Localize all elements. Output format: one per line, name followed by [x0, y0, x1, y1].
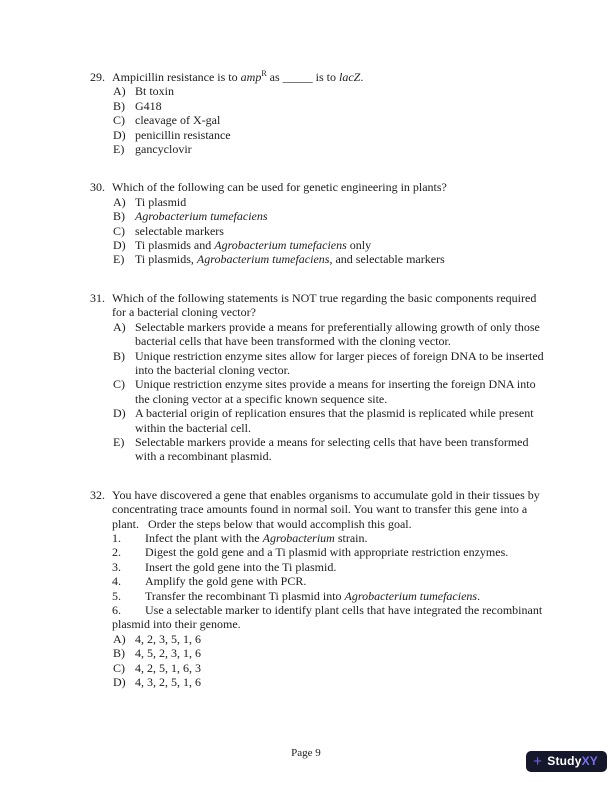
option-letter: E) [113, 252, 125, 267]
answer-option [112, 209, 548, 223]
question-stem [90, 69, 548, 84]
text-segment: Unique restriction enzyme sites allow for larger pieces of foreign DNA to be inserted into the bacterial cloning vector. [135, 348, 547, 377]
option-text [135, 209, 268, 223]
option-text [135, 113, 220, 127]
option-letter: C) [113, 223, 125, 238]
answer-option [112, 84, 548, 98]
answer-option [112, 238, 548, 252]
question-stem [90, 290, 548, 320]
option-letter: A) [113, 631, 126, 646]
step-text [145, 531, 368, 545]
question-number: 30. [90, 180, 105, 195]
text-segment: 4, 2, 3, 5, 1, 6 [135, 631, 201, 646]
question-number: 31. [90, 290, 105, 305]
questions [90, 70, 548, 713]
text-segment: is to [312, 70, 340, 84]
answer-option [112, 320, 548, 349]
text-segment: Digest the gold gene and a Ti plasmid with appropriate restriction enzymes. [145, 545, 509, 560]
text-segment: lacZ [339, 70, 361, 84]
option-text [135, 84, 174, 98]
step-number: 1. [112, 530, 121, 545]
option-letter: B) [113, 646, 125, 661]
option-text [135, 224, 224, 238]
option-text [135, 142, 192, 156]
step-text [145, 574, 306, 588]
question-number: 32. [90, 487, 105, 502]
text-segment: Amplify the gold gene with PCR. [145, 574, 307, 589]
step-number: 5. [112, 588, 121, 603]
option-text [135, 195, 186, 209]
ordered-step [112, 560, 548, 574]
ordered-step [112, 531, 548, 545]
text-segment: 4, 2, 5, 1, 6, 3 [135, 660, 201, 675]
text-segment: G418 [135, 98, 162, 113]
text-segment: Agrobacterium tumefaciens [214, 238, 347, 253]
brand-name-primary: Study [547, 754, 582, 769]
step-text [112, 603, 545, 631]
page-number: Page 9 [291, 747, 321, 759]
text-segment: Agrobacterium [262, 530, 335, 545]
text-segment: Which of the following can be used for genetic engineering in plants? [112, 180, 447, 195]
text-segment: cleavage of X-gal [135, 113, 221, 128]
answer-option [112, 128, 548, 142]
answer-option [112, 675, 548, 689]
answer-option [112, 632, 548, 646]
step-text [145, 545, 508, 559]
option-text [135, 675, 201, 689]
text-segment: 4, 3, 2, 5, 1, 6 [135, 675, 201, 690]
text-segment: Use a selectable marker to identify plant cells that have integrated the recombinant plasmid into their genome. [112, 603, 546, 632]
option-letter: D) [113, 406, 126, 421]
question-stem [90, 487, 548, 531]
text-segment: Bt toxin [135, 84, 175, 99]
ordered-step [112, 545, 548, 559]
step-number: 3. [112, 559, 121, 574]
text-segment: Agrobacterium tumefaciens [135, 209, 268, 224]
text-segment: amp [240, 70, 262, 84]
text-segment: Ti plasmids, [135, 252, 197, 267]
question [90, 180, 548, 266]
question-number: 29. [90, 70, 105, 84]
question [90, 70, 548, 156]
text-segment: Insert the gold gene into the Ti plasmid. [145, 559, 337, 574]
text-segment: Infect the plant with the [145, 530, 263, 545]
option-letter: B) [113, 209, 125, 224]
text-segment: only [346, 238, 372, 253]
option-letter: A) [113, 194, 126, 209]
text-segment: Transfer the recombinant Ti plasmid into [145, 588, 345, 603]
option-letter: D) [113, 127, 126, 142]
option-text [135, 349, 547, 377]
text-segment: . [360, 70, 364, 84]
answer-option [112, 195, 548, 209]
option-letter: E) [113, 142, 125, 157]
text-segment: Ti plasmid [135, 194, 187, 209]
studyxy-badge [526, 751, 607, 772]
option-text [135, 435, 532, 463]
answer-option [112, 349, 548, 378]
option-text [135, 320, 543, 348]
answer-option [112, 661, 548, 675]
step-number: 6. [112, 603, 121, 617]
answer-option [112, 224, 548, 238]
option-letter: C) [113, 377, 125, 392]
text-segment: strain. [334, 530, 368, 545]
option-text [135, 632, 201, 646]
option-letter: A) [113, 84, 126, 99]
answer-option [112, 113, 548, 127]
text-segment: A bacterial origin of replication ensures that the plasmid is replicated while present within the bacterial cell. [135, 406, 537, 435]
option-text [135, 128, 231, 142]
ordered-step [112, 574, 548, 588]
answer-option [112, 142, 548, 156]
option-letter: C) [113, 660, 125, 675]
plus-icon: + [533, 753, 543, 770]
answer-option [112, 646, 548, 660]
step-text [145, 589, 480, 603]
option-letter: E) [113, 434, 125, 449]
text-segment: 4, 5, 2, 3, 1, 6 [135, 646, 201, 661]
option-text [135, 406, 537, 434]
step-number: 4. [112, 574, 121, 589]
option-text [135, 661, 201, 675]
text-segment: as [266, 70, 283, 84]
answer-option [112, 406, 548, 435]
option-letter: B) [113, 348, 125, 363]
answer-option [112, 377, 548, 406]
step-text [145, 560, 336, 574]
text-segment: Selectable markers provide a means for preferentially allowing growth of only those bacterial cells that have been transformed with the cloning vector. [135, 319, 543, 349]
answer-option [112, 435, 548, 464]
text-segment: Which of the following statements is NOT true regarding the basic components required for a bacterial cloning vector? [112, 290, 540, 320]
text-segment: Selectable markers provide a means for selecting cells that have been transformed with a recombinant plasmid. [135, 434, 532, 464]
question [90, 488, 548, 690]
text-segment: R [261, 69, 267, 78]
step-number: 2. [112, 545, 121, 560]
ordered-step [112, 589, 548, 603]
option-letter: C) [113, 113, 125, 128]
text-segment: Ti plasmids and [135, 238, 215, 253]
text-segment: gancyclovir [135, 142, 192, 157]
option-letter: B) [113, 98, 125, 113]
option-text [135, 238, 371, 252]
option-letter: D) [113, 675, 126, 690]
question-stem [90, 180, 548, 195]
text-segment: Ampicillin resistance is to [112, 70, 241, 84]
text-segment: Agrobacterium tumefaciens [196, 252, 330, 267]
text-segment: penicillin resistance [135, 127, 231, 142]
text-segment: Unique restriction enzyme sites provide a means for inserting the foreign DNA into the cloning vector at a specific known sequence site. [135, 377, 539, 406]
answer-option [112, 99, 548, 113]
text-segment: Agrobacterium tumefaciens [344, 588, 478, 603]
option-text [135, 646, 201, 660]
text-segment: You have discovered a gene that enables organisms to accumulate gold in their tissues by concentrating trace amounts found in normal soil. You want to transfer this gene into a plant. Order the steps below that would accomplish this goal. [112, 487, 543, 531]
text-segment: . [477, 588, 481, 603]
option-letter: A) [113, 319, 126, 334]
brand-name-accent: XY [581, 754, 598, 769]
option-text [135, 377, 539, 405]
option-letter: D) [113, 238, 126, 253]
ordered-step [112, 603, 548, 632]
text-segment: , and selectable markers [329, 252, 445, 267]
question [90, 291, 548, 464]
answer-blank: _____ [282, 70, 313, 84]
option-text [135, 252, 445, 266]
text-segment: selectable markers [135, 223, 224, 238]
answer-option [112, 252, 548, 266]
option-text [135, 99, 162, 113]
